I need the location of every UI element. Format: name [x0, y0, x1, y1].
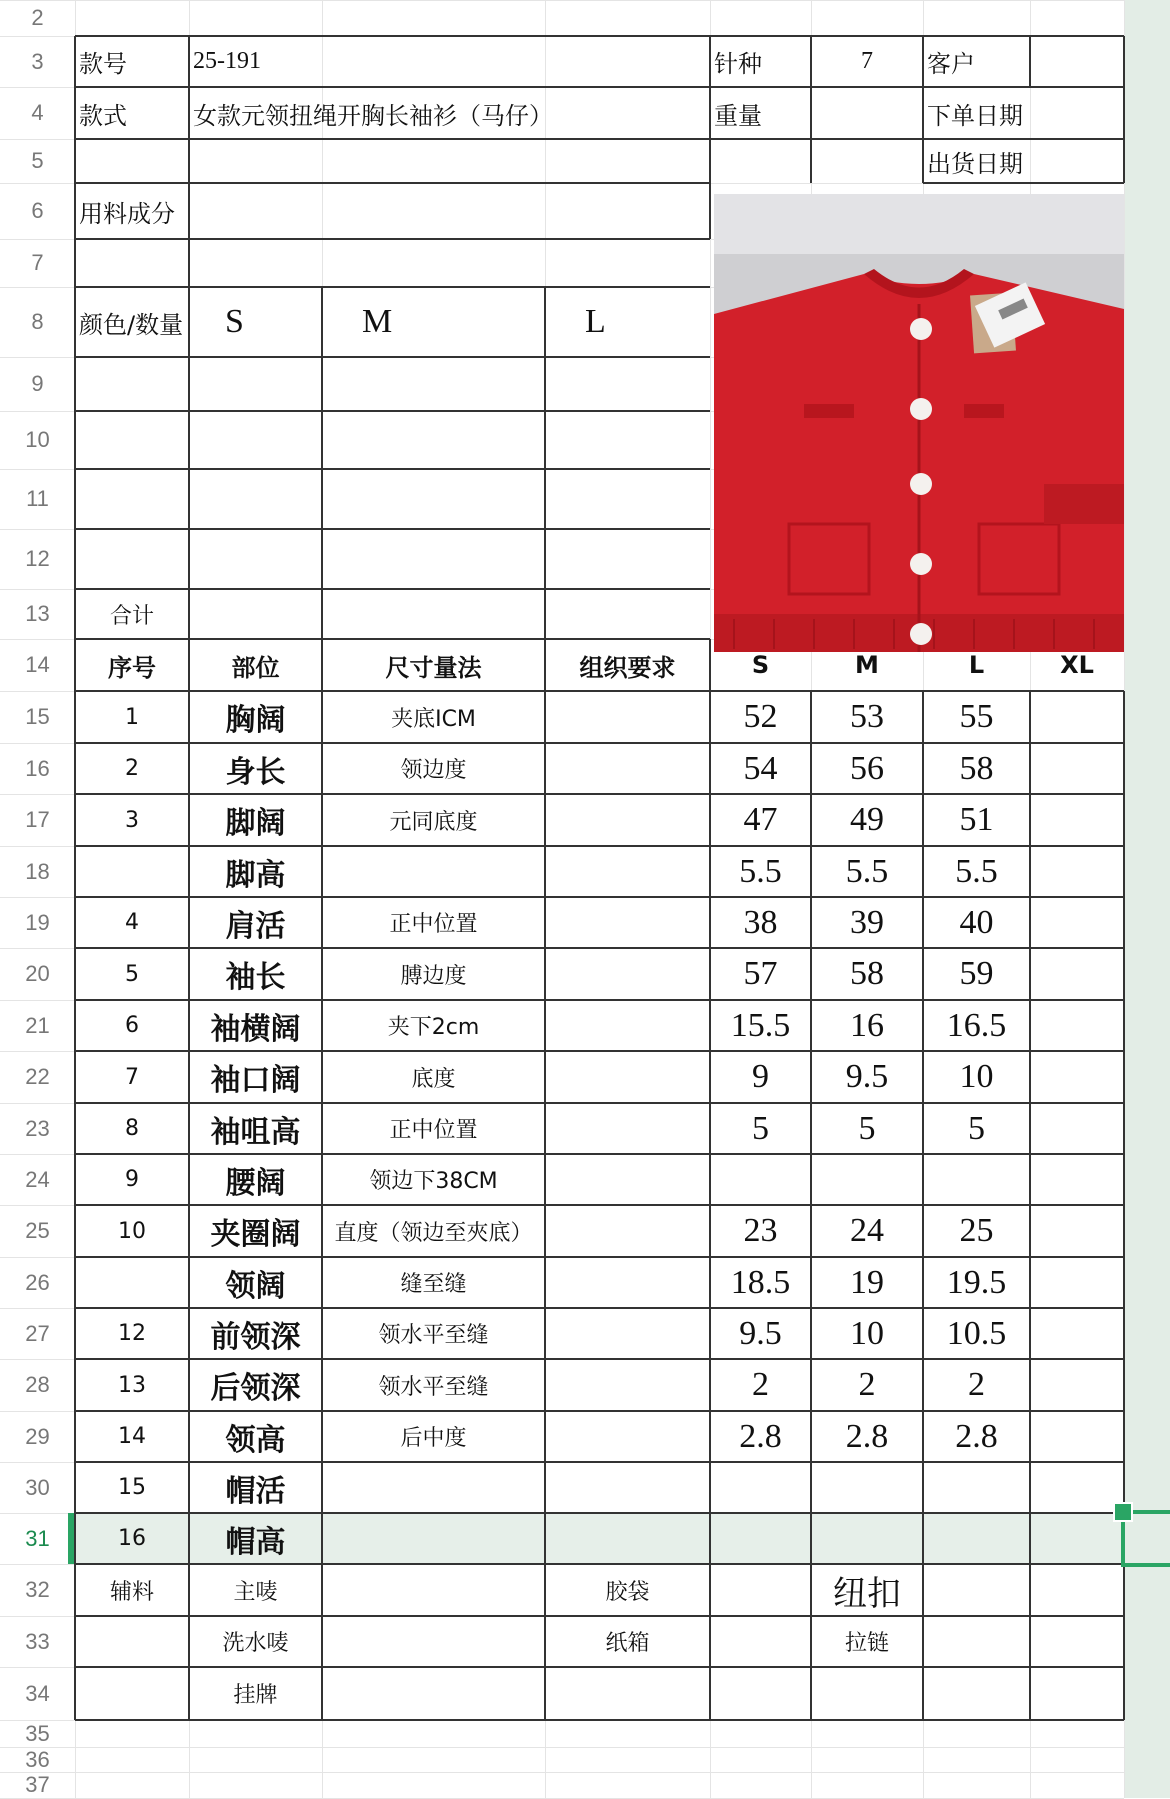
measure-m[interactable]: 10	[850, 1314, 884, 1352]
measure-no[interactable]: 12	[118, 1321, 146, 1346]
measure-l[interactable]	[923, 1154, 1030, 1205]
size-m-header[interactable]: M	[362, 303, 393, 340]
row-number[interactable]: 6	[31, 198, 44, 223]
measure-l[interactable]: 2.8	[955, 1417, 998, 1455]
row-number[interactable]: 16	[25, 756, 50, 781]
col-header-m[interactable]: M	[855, 651, 879, 679]
measure-method[interactable]: 正中位置	[389, 1118, 478, 1143]
red-knit-cardigan-photo	[714, 194, 1124, 652]
row-number[interactable]: 12	[25, 546, 50, 571]
order-date-label[interactable]: 下单日期	[927, 101, 1023, 130]
measure-m[interactable]	[811, 1513, 923, 1564]
measure-s[interactable]: 5	[752, 1109, 769, 1147]
measure-l[interactable]: 5	[968, 1109, 985, 1147]
measure-no[interactable]: 10	[118, 1218, 146, 1244]
measure-method[interactable]: 膊边度	[400, 963, 467, 989]
row-number[interactable]: 15	[25, 704, 50, 729]
measure-part[interactable]: 腰阔	[225, 1165, 286, 1201]
measure-part[interactable]: 袖口阔	[210, 1063, 301, 1098]
measure-s[interactable]: 9	[752, 1058, 769, 1095]
measure-part[interactable]: 前领深	[210, 1319, 301, 1355]
measure-method[interactable]	[322, 1462, 545, 1513]
gauge-value[interactable]: 7	[861, 48, 873, 74]
size-s-header[interactable]: S	[225, 303, 244, 340]
row-number[interactable]: 29	[25, 1424, 50, 1449]
measure-l[interactable]: 25	[959, 1212, 994, 1249]
row-number[interactable]: 13	[25, 601, 50, 626]
measure-m[interactable]: 56	[850, 749, 884, 787]
measure-no[interactable]	[75, 846, 189, 897]
measure-s[interactable]: 52	[743, 698, 778, 735]
measure-no[interactable]: 15	[118, 1475, 146, 1500]
row-number[interactable]: 22	[25, 1064, 50, 1089]
row-number[interactable]: 9	[31, 371, 44, 396]
measure-method[interactable]: 直度（领边至夾底）	[334, 1220, 533, 1246]
measure-m[interactable]: 58	[850, 955, 884, 992]
hangtag-label[interactable]: 挂牌	[233, 1683, 278, 1708]
measure-m[interactable]: 39	[850, 903, 884, 941]
measure-method[interactable]: 缝至缝	[400, 1272, 467, 1297]
measure-part[interactable]: 袖咀高	[210, 1114, 301, 1150]
col-header-method[interactable]: 尺寸量法	[385, 653, 482, 682]
measure-no[interactable]: 1	[125, 704, 139, 730]
measure-m[interactable]: 16	[850, 1006, 884, 1044]
col-header-s[interactable]: S	[751, 651, 770, 679]
measure-method[interactable]: 底度	[411, 1066, 456, 1092]
measure-l[interactable]: 19.5	[946, 1263, 1007, 1301]
measure-s[interactable]: 23	[743, 1212, 778, 1249]
measure-m[interactable]: 53	[850, 698, 884, 735]
measure-s[interactable]	[710, 1513, 811, 1564]
total-label[interactable]: 合计	[109, 603, 154, 629]
product-photo[interactable]	[714, 194, 1124, 652]
measure-no[interactable]	[75, 1257, 189, 1308]
row-number[interactable]: 28	[25, 1372, 50, 1397]
row-number[interactable]: 10	[25, 427, 50, 452]
customer-label[interactable]: 客户	[927, 50, 975, 78]
measure-l[interactable]: 16.5	[946, 1006, 1007, 1044]
measure-l[interactable]: 58	[959, 749, 994, 787]
measure-l[interactable]	[923, 1462, 1030, 1513]
row-number[interactable]: 2	[31, 5, 44, 30]
measure-method[interactable]: 夹底ICM	[391, 706, 476, 732]
measure-part[interactable]: 袖横阔	[210, 1011, 301, 1047]
measure-method[interactable]: 领边下38CM	[369, 1169, 498, 1194]
measure-s[interactable]: 38	[743, 903, 778, 941]
measure-l[interactable]: 5.5	[955, 852, 998, 890]
measure-s[interactable]: 18.5	[730, 1263, 791, 1301]
carton-label[interactable]: 纸箱	[605, 1631, 650, 1656]
row-number[interactable]: 26	[25, 1270, 50, 1295]
col-header-no[interactable]: 序号	[108, 653, 156, 682]
row-number[interactable]: 33	[25, 1629, 50, 1654]
ship-date-label[interactable]: 出货日期	[927, 149, 1023, 178]
row-number[interactable]: 30	[25, 1475, 50, 1500]
measure-method[interactable]	[322, 1513, 545, 1564]
measure-part[interactable]: 脚高	[225, 857, 286, 893]
measure-part[interactable]: 脚阔	[225, 806, 286, 841]
style-value[interactable]: 女款元领扭绳开胸长袖衫（马仔）	[193, 101, 553, 130]
size-l-header[interactable]: L	[585, 303, 606, 340]
row-number[interactable]: 11	[26, 486, 49, 511]
measure-no[interactable]: 16	[118, 1526, 146, 1551]
color-qty-label[interactable]: 颜色/数量	[79, 310, 184, 339]
measure-method[interactable]: 领水平至缝	[378, 1323, 489, 1348]
measure-m[interactable]	[811, 1462, 923, 1513]
measure-m[interactable]: 49	[850, 801, 884, 838]
row-number[interactable]: 5	[31, 148, 44, 173]
measure-no[interactable]: 8	[125, 1116, 139, 1141]
measure-s[interactable]	[710, 1462, 811, 1513]
col-header-l[interactable]: L	[968, 651, 985, 679]
measure-part[interactable]: 帽高	[225, 1524, 286, 1560]
row-number[interactable]: 20	[25, 961, 50, 986]
row-number[interactable]: 32	[25, 1577, 50, 1602]
zipper-label[interactable]: 拉链	[844, 1631, 889, 1656]
measure-no[interactable]: 6	[125, 1013, 139, 1038]
row-number[interactable]: 37	[25, 1772, 50, 1797]
measure-method[interactable]: 领水平至缝	[378, 1374, 489, 1400]
measure-l[interactable]	[923, 1513, 1030, 1564]
col-header-xl[interactable]: XL	[1060, 651, 1094, 679]
measure-part[interactable]: 肩活	[225, 908, 286, 944]
row-number[interactable]: 3	[31, 49, 44, 74]
measure-l[interactable]: 59	[959, 955, 994, 992]
measure-s[interactable]: 2	[752, 1366, 769, 1403]
measure-s[interactable]: 5.5	[739, 852, 782, 890]
style-label[interactable]: 款式	[79, 101, 127, 130]
measure-m[interactable]: 19	[850, 1263, 884, 1301]
measure-l[interactable]: 40	[959, 903, 994, 941]
measure-no[interactable]: 2	[125, 756, 139, 781]
measure-part[interactable]: 袖长	[225, 960, 286, 995]
row-number[interactable]: 23	[25, 1116, 50, 1141]
wash-label[interactable]: 洗水唛	[222, 1631, 289, 1656]
measure-no[interactable]: 9	[125, 1167, 139, 1192]
main-label[interactable]: 主唛	[233, 1579, 278, 1605]
col-header-req[interactable]: 组织要求	[579, 653, 676, 682]
row-number[interactable]: 27	[25, 1321, 50, 1346]
accessories-label[interactable]: 辅料	[109, 1579, 154, 1605]
row-number[interactable]: 21	[25, 1013, 50, 1038]
measure-l[interactable]: 10	[959, 1058, 994, 1095]
measure-method[interactable]: 夹下2cm	[387, 1015, 480, 1040]
measure-part[interactable]: 胸阔	[225, 703, 286, 738]
row-number[interactable]: 7	[31, 250, 44, 275]
row-number[interactable]: 17	[25, 807, 50, 832]
measure-part[interactable]: 帽活	[225, 1473, 286, 1509]
measure-s[interactable]	[710, 1154, 811, 1205]
measure-method[interactable]: 正中位置	[389, 912, 478, 937]
measure-s[interactable]: 15.5	[730, 1006, 791, 1044]
measure-m[interactable]: 9.5	[845, 1058, 889, 1095]
measure-m[interactable]: 2	[858, 1366, 876, 1403]
measure-l[interactable]: 2	[968, 1366, 985, 1403]
measure-no[interactable]: 4	[125, 910, 139, 935]
measure-part[interactable]: 夹圈阔	[210, 1217, 301, 1252]
row-number[interactable]: 19	[25, 910, 50, 935]
measure-method[interactable]: 后中度	[400, 1426, 467, 1451]
bag-label[interactable]: 胶袋	[605, 1579, 650, 1605]
measure-m[interactable]: 5	[858, 1109, 876, 1147]
measure-part[interactable]: 领高	[225, 1422, 286, 1458]
row-number[interactable]: 14	[25, 652, 50, 677]
style-no-label[interactable]: 款号	[79, 50, 127, 78]
row-number[interactable]: 36	[25, 1747, 50, 1772]
material-label[interactable]: 用料成分	[79, 199, 175, 228]
measure-l[interactable]: 55	[959, 698, 994, 735]
measure-m[interactable]	[811, 1154, 923, 1205]
row-number[interactable]: 34	[25, 1681, 50, 1706]
measure-l[interactable]: 10.5	[946, 1314, 1007, 1352]
measure-part[interactable]: 身长	[225, 754, 286, 790]
measure-s[interactable]: 9.5	[739, 1314, 782, 1352]
row-number[interactable]: 35	[25, 1721, 50, 1746]
row-number[interactable]: 25	[25, 1218, 50, 1243]
row-number[interactable]: 24	[25, 1167, 50, 1192]
measure-m[interactable]: 24	[850, 1212, 884, 1249]
measure-s[interactable]: 47	[743, 801, 778, 838]
row-number[interactable]: 4	[31, 100, 44, 125]
measure-no[interactable]: 13	[118, 1372, 146, 1398]
measure-no[interactable]: 5	[125, 961, 139, 987]
row-number[interactable]: 18	[25, 859, 50, 884]
measure-no[interactable]: 14	[118, 1424, 146, 1449]
measure-method[interactable]: 元同底度	[389, 809, 478, 835]
row-number[interactable]: 8	[31, 309, 44, 334]
measure-part[interactable]: 后领深	[210, 1371, 301, 1406]
measure-method[interactable]: 领边度	[400, 758, 467, 783]
measure-s[interactable]: 2.8	[739, 1417, 782, 1455]
measure-s[interactable]: 57	[743, 955, 778, 992]
measure-no[interactable]: 7	[125, 1064, 139, 1090]
measure-m[interactable]: 2.8	[845, 1417, 889, 1455]
col-header-part[interactable]: 部位	[231, 653, 280, 682]
measure-l[interactable]: 51	[959, 801, 994, 838]
measure-no[interactable]: 3	[125, 807, 139, 833]
measure-method[interactable]	[322, 846, 545, 897]
row-number[interactable]: 31	[25, 1526, 50, 1551]
measure-s[interactable]: 54	[743, 749, 778, 787]
style-no-value[interactable]: 25-191	[193, 48, 261, 74]
measure-m[interactable]: 5.5	[845, 852, 889, 890]
button-label[interactable]: 纽扣	[833, 1573, 901, 1614]
weight-label[interactable]: 重量	[714, 101, 762, 130]
measure-part[interactable]: 领阔	[225, 1268, 286, 1304]
fill-handle[interactable]	[1113, 1502, 1133, 1522]
gauge-label[interactable]: 针种	[714, 50, 762, 78]
